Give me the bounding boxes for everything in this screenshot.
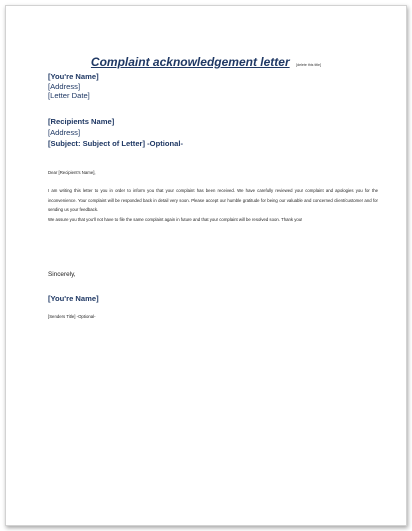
signature-name: [You're Name] — [48, 294, 99, 303]
recipient-name: [Recipients Name] — [48, 117, 115, 126]
recipient-address: [Address] — [48, 127, 81, 137]
title-row — [6, 53, 406, 71]
signature-title: [Senders Title] -Optional- — [48, 314, 96, 319]
body-paragraph-2: We assure you that you'll not have to file the same complaint again in future and that your complaint will be resolved soon. Thank you! — [48, 216, 303, 222]
salutation: Dear [Recipient's Name], — [48, 170, 96, 175]
recipient-block — [48, 117, 378, 149]
body-block — [48, 186, 378, 224]
closing: Sincerely, — [48, 271, 76, 278]
signature-block — [48, 294, 378, 304]
letter-title: Complaint acknowledgement letter — [90, 55, 290, 69]
sender-name: [You're Name] — [48, 72, 99, 81]
title-note: [delete this title] — [296, 63, 322, 67]
closing-block — [48, 271, 378, 278]
letter-date: [Letter Date] — [48, 91, 90, 100]
sender-address: [Address] — [48, 81, 81, 91]
letter-subject: [Subject: Subject of Letter] -Optional- — [48, 139, 183, 148]
letter-page — [5, 5, 407, 526]
salutation-block — [48, 169, 378, 178]
body-paragraph-1: I am writing this letter to you in order to inform you that your complaint has been received. We have carefully reviewed your complaint and apologies you for the inconvenience. Your complaint will be responded back in detail very soon. Please accept our humble gratitude for being our valuable and concerned client/customer and for sending us your feedback. — [48, 188, 378, 212]
signature-title-block — [48, 313, 378, 322]
sender-block — [48, 72, 378, 101]
